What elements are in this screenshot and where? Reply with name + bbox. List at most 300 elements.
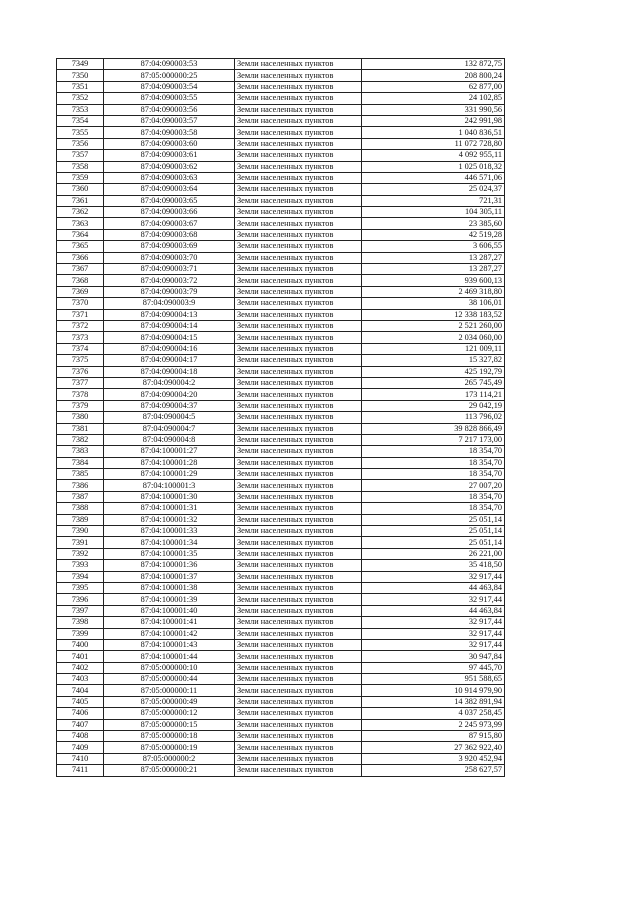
cadastral-number-cell: 87:05:000000:44 bbox=[104, 674, 235, 685]
table-row bbox=[57, 765, 505, 776]
table-row bbox=[57, 104, 505, 115]
land-category-cell: Земли населенных пунктов bbox=[235, 286, 362, 297]
row-number-cell: 7410 bbox=[57, 753, 104, 764]
cadastral-value-cell: 26 221,00 bbox=[362, 548, 505, 559]
cadastral-value-cell: 242 991,98 bbox=[362, 115, 505, 126]
row-number-cell: 7402 bbox=[57, 662, 104, 673]
cadastral-value-cell: 7 217 173,00 bbox=[362, 434, 505, 445]
cadastral-value-cell: 25 051,14 bbox=[362, 537, 505, 548]
cadastral-number-cell: 87:04:100001:40 bbox=[104, 605, 235, 616]
cadastral-number-cell: 87:04:090004:37 bbox=[104, 400, 235, 411]
table-row bbox=[57, 286, 505, 297]
table-row bbox=[57, 742, 505, 753]
cadastral-value-cell: 62 877,00 bbox=[362, 81, 505, 92]
cadastral-number-cell: 87:04:100001:35 bbox=[104, 548, 235, 559]
land-category-cell: Земли населенных пунктов bbox=[235, 400, 362, 411]
cadastral-value-cell: 18 354,70 bbox=[362, 491, 505, 502]
cadastral-value-cell: 97 445,70 bbox=[362, 662, 505, 673]
row-number-cell: 7396 bbox=[57, 594, 104, 605]
land-category-cell: Земли населенных пунктов bbox=[235, 207, 362, 218]
table-row bbox=[57, 548, 505, 559]
row-number-cell: 7372 bbox=[57, 320, 104, 331]
cadastral-value-cell: 939 600,13 bbox=[362, 275, 505, 286]
row-number-cell: 7378 bbox=[57, 389, 104, 400]
row-number-cell: 7407 bbox=[57, 719, 104, 730]
row-number-cell: 7366 bbox=[57, 252, 104, 263]
row-number-cell: 7362 bbox=[57, 207, 104, 218]
table-row bbox=[57, 184, 505, 195]
cadastral-value-cell: 25 051,14 bbox=[362, 526, 505, 537]
table-row bbox=[57, 252, 505, 263]
land-category-cell: Земли населенных пунктов bbox=[235, 708, 362, 719]
table-row bbox=[57, 526, 505, 537]
cadastral-number-cell: 87:04:090003:56 bbox=[104, 104, 235, 115]
table-row bbox=[57, 514, 505, 525]
land-category-cell: Земли населенных пунктов bbox=[235, 172, 362, 183]
cadastral-value-cell: 32 917,44 bbox=[362, 617, 505, 628]
cadastral-number-cell: 87:04:090004:16 bbox=[104, 343, 235, 354]
cadastral-number-cell: 87:04:100001:37 bbox=[104, 571, 235, 582]
row-number-cell: 7403 bbox=[57, 674, 104, 685]
row-number-cell: 7411 bbox=[57, 765, 104, 776]
cadastral-value-cell: 2 469 318,80 bbox=[362, 286, 505, 297]
row-number-cell: 7368 bbox=[57, 275, 104, 286]
row-number-cell: 7399 bbox=[57, 628, 104, 639]
table-row bbox=[57, 389, 505, 400]
table-row bbox=[57, 674, 505, 685]
table-body bbox=[57, 59, 505, 777]
table-row bbox=[57, 150, 505, 161]
cadastral-number-cell: 87:05:000000:15 bbox=[104, 719, 235, 730]
cadastral-value-cell: 721,31 bbox=[362, 195, 505, 206]
cadastral-number-cell: 87:05:000000:21 bbox=[104, 765, 235, 776]
table-row bbox=[57, 298, 505, 309]
land-category-cell: Земли населенных пунктов bbox=[235, 605, 362, 616]
land-category-cell: Земли населенных пунктов bbox=[235, 765, 362, 776]
cadastral-number-cell: 87:04:090003:68 bbox=[104, 229, 235, 240]
table-row bbox=[57, 491, 505, 502]
table-row bbox=[57, 628, 505, 639]
cadastral-value-cell: 32 917,44 bbox=[362, 639, 505, 650]
cadastral-value-cell: 18 354,70 bbox=[362, 457, 505, 468]
table-row bbox=[57, 434, 505, 445]
land-category-cell: Земли населенных пунктов bbox=[235, 104, 362, 115]
cadastral-value-cell: 12 338 183,52 bbox=[362, 309, 505, 320]
cadastral-value-cell: 2 521 260,00 bbox=[362, 320, 505, 331]
row-number-cell: 7380 bbox=[57, 412, 104, 423]
table-row bbox=[57, 446, 505, 457]
cadastral-number-cell: 87:04:100001:28 bbox=[104, 457, 235, 468]
land-category-cell: Земли населенных пунктов bbox=[235, 446, 362, 457]
land-category-cell: Земли населенных пунктов bbox=[235, 218, 362, 229]
cadastral-value-cell: 15 327,82 bbox=[362, 355, 505, 366]
land-category-cell: Земли населенных пунктов bbox=[235, 412, 362, 423]
cadastral-number-cell: 87:04:090004:2 bbox=[104, 377, 235, 388]
row-number-cell: 7398 bbox=[57, 617, 104, 628]
land-category-cell: Земли населенных пунктов bbox=[235, 662, 362, 673]
table-row bbox=[57, 355, 505, 366]
land-category-cell: Земли населенных пунктов bbox=[235, 241, 362, 252]
row-number-cell: 7367 bbox=[57, 264, 104, 275]
table-row bbox=[57, 423, 505, 434]
table-row bbox=[57, 685, 505, 696]
cadastral-value-cell: 265 745,49 bbox=[362, 377, 505, 388]
row-number-cell: 7383 bbox=[57, 446, 104, 457]
land-category-cell: Земли населенных пунктов bbox=[235, 320, 362, 331]
row-number-cell: 7374 bbox=[57, 343, 104, 354]
land-category-cell: Земли населенных пунктов bbox=[235, 480, 362, 491]
row-number-cell: 7358 bbox=[57, 161, 104, 172]
table-row bbox=[57, 115, 505, 126]
land-category-cell: Земли населенных пунктов bbox=[235, 434, 362, 445]
table-row bbox=[57, 571, 505, 582]
row-number-cell: 7356 bbox=[57, 138, 104, 149]
row-number-cell: 7397 bbox=[57, 605, 104, 616]
cadastral-value-cell: 173 114,21 bbox=[362, 389, 505, 400]
cadastral-value-cell: 11 072 728,80 bbox=[362, 138, 505, 149]
cadastral-number-cell: 87:04:090003:63 bbox=[104, 172, 235, 183]
land-category-cell: Земли населенных пунктов bbox=[235, 309, 362, 320]
land-category-cell: Земли населенных пунктов bbox=[235, 685, 362, 696]
row-number-cell: 7370 bbox=[57, 298, 104, 309]
cadastral-value-cell: 4 092 955,11 bbox=[362, 150, 505, 161]
row-number-cell: 7375 bbox=[57, 355, 104, 366]
cadastral-value-cell: 32 917,44 bbox=[362, 571, 505, 582]
table-row bbox=[57, 400, 505, 411]
cadastral-value-cell: 29 042,19 bbox=[362, 400, 505, 411]
land-category-cell: Земли населенных пунктов bbox=[235, 719, 362, 730]
row-number-cell: 7364 bbox=[57, 229, 104, 240]
cadastral-value-cell: 18 354,70 bbox=[362, 503, 505, 514]
land-category-cell: Земли населенных пунктов bbox=[235, 537, 362, 548]
land-category-cell: Земли населенных пунктов bbox=[235, 651, 362, 662]
cadastral-number-cell: 87:04:090003:69 bbox=[104, 241, 235, 252]
cadastral-number-cell: 87:04:090003:67 bbox=[104, 218, 235, 229]
cadastral-number-cell: 87:04:090003:58 bbox=[104, 127, 235, 138]
cadastral-value-cell: 2 245 973,99 bbox=[362, 719, 505, 730]
table-row bbox=[57, 503, 505, 514]
land-category-cell: Земли населенных пунктов bbox=[235, 594, 362, 605]
cadastral-value-cell: 121 009,11 bbox=[362, 343, 505, 354]
land-category-cell: Земли населенных пунктов bbox=[235, 560, 362, 571]
table-row bbox=[57, 332, 505, 343]
row-number-cell: 7405 bbox=[57, 696, 104, 707]
row-number-cell: 7401 bbox=[57, 651, 104, 662]
cadastral-number-cell: 87:05:000000:49 bbox=[104, 696, 235, 707]
land-category-cell: Земли населенных пунктов bbox=[235, 423, 362, 434]
row-number-cell: 7385 bbox=[57, 469, 104, 480]
row-number-cell: 7382 bbox=[57, 434, 104, 445]
cadastral-value-cell: 35 418,50 bbox=[362, 560, 505, 571]
land-category-cell: Земли населенных пунктов bbox=[235, 628, 362, 639]
land-category-cell: Земли населенных пунктов bbox=[235, 115, 362, 126]
land-category-cell: Земли населенных пунктов bbox=[235, 366, 362, 377]
row-number-cell: 7350 bbox=[57, 70, 104, 81]
table-row bbox=[57, 343, 505, 354]
row-number-cell: 7361 bbox=[57, 195, 104, 206]
table-row bbox=[57, 719, 505, 730]
row-number-cell: 7391 bbox=[57, 537, 104, 548]
cadastral-number-cell: 87:04:090004:17 bbox=[104, 355, 235, 366]
row-number-cell: 7377 bbox=[57, 377, 104, 388]
land-category-cell: Земли населенных пунктов bbox=[235, 514, 362, 525]
row-number-cell: 7352 bbox=[57, 93, 104, 104]
cadastral-number-cell: 87:04:090003:57 bbox=[104, 115, 235, 126]
cadastral-number-cell: 87:04:100001:30 bbox=[104, 491, 235, 502]
row-number-cell: 7390 bbox=[57, 526, 104, 537]
land-category-cell: Земли населенных пунктов bbox=[235, 93, 362, 104]
land-category-cell: Земли населенных пунктов bbox=[235, 332, 362, 343]
row-number-cell: 7386 bbox=[57, 480, 104, 491]
table-row bbox=[57, 264, 505, 275]
table-row bbox=[57, 241, 505, 252]
row-number-cell: 7376 bbox=[57, 366, 104, 377]
land-category-cell: Земли населенных пунктов bbox=[235, 275, 362, 286]
land-category-cell: Земли населенных пунктов bbox=[235, 184, 362, 195]
row-number-cell: 7369 bbox=[57, 286, 104, 297]
land-category-cell: Земли населенных пунктов bbox=[235, 355, 362, 366]
land-category-cell: Земли населенных пунктов bbox=[235, 571, 362, 582]
table-row bbox=[57, 651, 505, 662]
cadastral-number-cell: 87:04:090003:79 bbox=[104, 286, 235, 297]
cadastral-value-cell: 3 920 452,94 bbox=[362, 753, 505, 764]
cadastral-value-cell: 18 354,70 bbox=[362, 469, 505, 480]
cadastral-number-cell: 87:04:090004:14 bbox=[104, 320, 235, 331]
cadastral-number-cell: 87:04:090003:9 bbox=[104, 298, 235, 309]
cadastral-value-cell: 42 519,28 bbox=[362, 229, 505, 240]
cadastral-value-cell: 27 007,20 bbox=[362, 480, 505, 491]
cadastral-number-cell: 87:04:100001:43 bbox=[104, 639, 235, 650]
cadastral-number-cell: 87:04:100001:33 bbox=[104, 526, 235, 537]
cadastral-value-cell: 44 463,84 bbox=[362, 605, 505, 616]
cadastral-value-cell: 44 463,84 bbox=[362, 582, 505, 593]
cadastral-number-cell: 87:04:090004:15 bbox=[104, 332, 235, 343]
cadastral-value-cell: 32 917,44 bbox=[362, 628, 505, 639]
cadastral-value-cell: 27 362 922,40 bbox=[362, 742, 505, 753]
cadastral-number-cell: 87:04:100001:27 bbox=[104, 446, 235, 457]
table-row bbox=[57, 161, 505, 172]
cadastral-number-cell: 87:04:100001:44 bbox=[104, 651, 235, 662]
land-category-cell: Земли населенных пунктов bbox=[235, 298, 362, 309]
cadastral-value-table bbox=[56, 58, 505, 777]
table-row bbox=[57, 537, 505, 548]
cadastral-value-cell: 14 382 891,94 bbox=[362, 696, 505, 707]
table-row bbox=[57, 138, 505, 149]
row-number-cell: 7381 bbox=[57, 423, 104, 434]
row-number-cell: 7354 bbox=[57, 115, 104, 126]
table-row bbox=[57, 309, 505, 320]
cadastral-value-cell: 13 287,27 bbox=[362, 264, 505, 275]
row-number-cell: 7404 bbox=[57, 685, 104, 696]
cadastral-value-cell: 951 588,65 bbox=[362, 674, 505, 685]
cadastral-number-cell: 87:05:000000:12 bbox=[104, 708, 235, 719]
cadastral-number-cell: 87:04:100001:32 bbox=[104, 514, 235, 525]
cadastral-value-cell: 39 828 866,49 bbox=[362, 423, 505, 434]
cadastral-value-cell: 132 872,75 bbox=[362, 59, 505, 70]
cadastral-value-cell: 258 627,57 bbox=[362, 765, 505, 776]
table-row bbox=[57, 207, 505, 218]
table-row bbox=[57, 377, 505, 388]
cadastral-number-cell: 87:04:090004:13 bbox=[104, 309, 235, 320]
row-number-cell: 7363 bbox=[57, 218, 104, 229]
cadastral-value-cell: 25 051,14 bbox=[362, 514, 505, 525]
cadastral-value-cell: 446 571,06 bbox=[362, 172, 505, 183]
cadastral-number-cell: 87:05:000000:18 bbox=[104, 731, 235, 742]
land-category-cell: Земли населенных пунктов bbox=[235, 548, 362, 559]
row-number-cell: 7389 bbox=[57, 514, 104, 525]
cadastral-number-cell: 87:04:090003:66 bbox=[104, 207, 235, 218]
cadastral-number-cell: 87:04:100001:39 bbox=[104, 594, 235, 605]
cadastral-number-cell: 87:05:000000:19 bbox=[104, 742, 235, 753]
cadastral-number-cell: 87:05:000000:2 bbox=[104, 753, 235, 764]
land-category-cell: Земли населенных пунктов bbox=[235, 59, 362, 70]
land-category-cell: Земли населенных пунктов bbox=[235, 617, 362, 628]
land-category-cell: Земли населенных пунктов bbox=[235, 696, 362, 707]
row-number-cell: 7400 bbox=[57, 639, 104, 650]
land-category-cell: Земли населенных пунктов bbox=[235, 742, 362, 753]
row-number-cell: 7353 bbox=[57, 104, 104, 115]
row-number-cell: 7359 bbox=[57, 172, 104, 183]
cadastral-number-cell: 87:04:090003:55 bbox=[104, 93, 235, 104]
land-category-cell: Земли населенных пунктов bbox=[235, 127, 362, 138]
cadastral-number-cell: 87:04:100001:29 bbox=[104, 469, 235, 480]
cadastral-value-cell: 23 385,60 bbox=[362, 218, 505, 229]
cadastral-number-cell: 87:04:090004:8 bbox=[104, 434, 235, 445]
cadastral-number-cell: 87:04:090003:60 bbox=[104, 138, 235, 149]
land-category-cell: Земли населенных пунктов bbox=[235, 639, 362, 650]
cadastral-number-cell: 87:04:100001:3 bbox=[104, 480, 235, 491]
cadastral-value-cell: 1 025 018,32 bbox=[362, 161, 505, 172]
table-row bbox=[57, 275, 505, 286]
cadastral-value-cell: 2 034 060,00 bbox=[362, 332, 505, 343]
row-number-cell: 7365 bbox=[57, 241, 104, 252]
land-category-cell: Земли населенных пунктов bbox=[235, 491, 362, 502]
table-row bbox=[57, 582, 505, 593]
table-row bbox=[57, 320, 505, 331]
land-category-cell: Земли населенных пунктов bbox=[235, 731, 362, 742]
cadastral-number-cell: 87:04:100001:36 bbox=[104, 560, 235, 571]
land-category-cell: Земли населенных пунктов bbox=[235, 252, 362, 263]
table-row bbox=[57, 81, 505, 92]
table-row bbox=[57, 229, 505, 240]
cadastral-number-cell: 87:04:090003:62 bbox=[104, 161, 235, 172]
cadastral-number-cell: 87:04:100001:31 bbox=[104, 503, 235, 514]
table-row bbox=[57, 127, 505, 138]
row-number-cell: 7379 bbox=[57, 400, 104, 411]
land-category-cell: Земли населенных пунктов bbox=[235, 389, 362, 400]
cadastral-number-cell: 87:05:000000:10 bbox=[104, 662, 235, 673]
cadastral-value-cell: 30 947,84 bbox=[362, 651, 505, 662]
cadastral-number-cell: 87:04:100001:34 bbox=[104, 537, 235, 548]
row-number-cell: 7409 bbox=[57, 742, 104, 753]
table-row bbox=[57, 731, 505, 742]
row-number-cell: 7357 bbox=[57, 150, 104, 161]
land-category-cell: Земли населенных пунктов bbox=[235, 81, 362, 92]
land-category-cell: Земли населенных пунктов bbox=[235, 150, 362, 161]
row-number-cell: 7388 bbox=[57, 503, 104, 514]
table-row bbox=[57, 480, 505, 491]
cadastral-number-cell: 87:04:090003:65 bbox=[104, 195, 235, 206]
row-number-cell: 7373 bbox=[57, 332, 104, 343]
row-number-cell: 7387 bbox=[57, 491, 104, 502]
table-row bbox=[57, 708, 505, 719]
row-number-cell: 7395 bbox=[57, 582, 104, 593]
land-category-cell: Земли населенных пунктов bbox=[235, 526, 362, 537]
cadastral-number-cell: 87:05:000000:25 bbox=[104, 70, 235, 81]
cadastral-value-cell: 208 800,24 bbox=[362, 70, 505, 81]
table-row bbox=[57, 639, 505, 650]
cadastral-value-cell: 4 037 258,45 bbox=[362, 708, 505, 719]
table-row bbox=[57, 753, 505, 764]
cadastral-value-cell: 1 040 836,51 bbox=[362, 127, 505, 138]
row-number-cell: 7406 bbox=[57, 708, 104, 719]
row-number-cell: 7349 bbox=[57, 59, 104, 70]
land-category-cell: Земли населенных пунктов bbox=[235, 674, 362, 685]
cadastral-value-cell: 331 990,56 bbox=[362, 104, 505, 115]
cadastral-value-cell: 38 106,01 bbox=[362, 298, 505, 309]
table-row bbox=[57, 662, 505, 673]
row-number-cell: 7408 bbox=[57, 731, 104, 742]
cadastral-value-cell: 425 192,79 bbox=[362, 366, 505, 377]
cadastral-number-cell: 87:04:090003:64 bbox=[104, 184, 235, 195]
cadastral-number-cell: 87:04:090003:53 bbox=[104, 59, 235, 70]
table-row bbox=[57, 172, 505, 183]
land-category-cell: Земли населенных пунктов bbox=[235, 503, 362, 514]
land-category-cell: Земли населенных пунктов bbox=[235, 70, 362, 81]
cadastral-value-cell: 3 606,55 bbox=[362, 241, 505, 252]
cadastral-value-cell: 18 354,70 bbox=[362, 446, 505, 457]
cadastral-number-cell: 87:04:090003:61 bbox=[104, 150, 235, 161]
row-number-cell: 7384 bbox=[57, 457, 104, 468]
land-category-cell: Земли населенных пунктов bbox=[235, 229, 362, 240]
table-row bbox=[57, 70, 505, 81]
table-row bbox=[57, 696, 505, 707]
cadastral-number-cell: 87:05:000000:11 bbox=[104, 685, 235, 696]
cadastral-number-cell: 87:04:090004:20 bbox=[104, 389, 235, 400]
cadastral-value-cell: 25 024,37 bbox=[362, 184, 505, 195]
land-category-cell: Земли населенных пунктов bbox=[235, 469, 362, 480]
cadastral-value-cell: 113 796,02 bbox=[362, 412, 505, 423]
cadastral-number-cell: 87:04:090004:5 bbox=[104, 412, 235, 423]
row-number-cell: 7393 bbox=[57, 560, 104, 571]
cadastral-value-cell: 104 305,11 bbox=[362, 207, 505, 218]
cadastral-number-cell: 87:04:090003:54 bbox=[104, 81, 235, 92]
table-row bbox=[57, 195, 505, 206]
land-category-cell: Земли населенных пунктов bbox=[235, 138, 362, 149]
cadastral-number-cell: 87:04:100001:41 bbox=[104, 617, 235, 628]
table-row bbox=[57, 59, 505, 70]
row-number-cell: 7360 bbox=[57, 184, 104, 195]
cadastral-number-cell: 87:04:090003:70 bbox=[104, 252, 235, 263]
land-category-cell: Земли населенных пунктов bbox=[235, 343, 362, 354]
land-category-cell: Земли населенных пунктов bbox=[235, 753, 362, 764]
cadastral-number-cell: 87:04:100001:42 bbox=[104, 628, 235, 639]
table-row bbox=[57, 218, 505, 229]
cadastral-number-cell: 87:04:090003:72 bbox=[104, 275, 235, 286]
cadastral-number-cell: 87:04:090004:7 bbox=[104, 423, 235, 434]
cadastral-number-cell: 87:04:100001:38 bbox=[104, 582, 235, 593]
cadastral-number-cell: 87:04:090004:18 bbox=[104, 366, 235, 377]
table-row bbox=[57, 594, 505, 605]
cadastral-value-cell: 10 914 979,90 bbox=[362, 685, 505, 696]
cadastral-value-cell: 32 917,44 bbox=[362, 594, 505, 605]
table-row bbox=[57, 617, 505, 628]
row-number-cell: 7392 bbox=[57, 548, 104, 559]
land-category-cell: Земли населенных пунктов bbox=[235, 161, 362, 172]
table-row bbox=[57, 605, 505, 616]
cadastral-number-cell: 87:04:090003:71 bbox=[104, 264, 235, 275]
table-row bbox=[57, 469, 505, 480]
